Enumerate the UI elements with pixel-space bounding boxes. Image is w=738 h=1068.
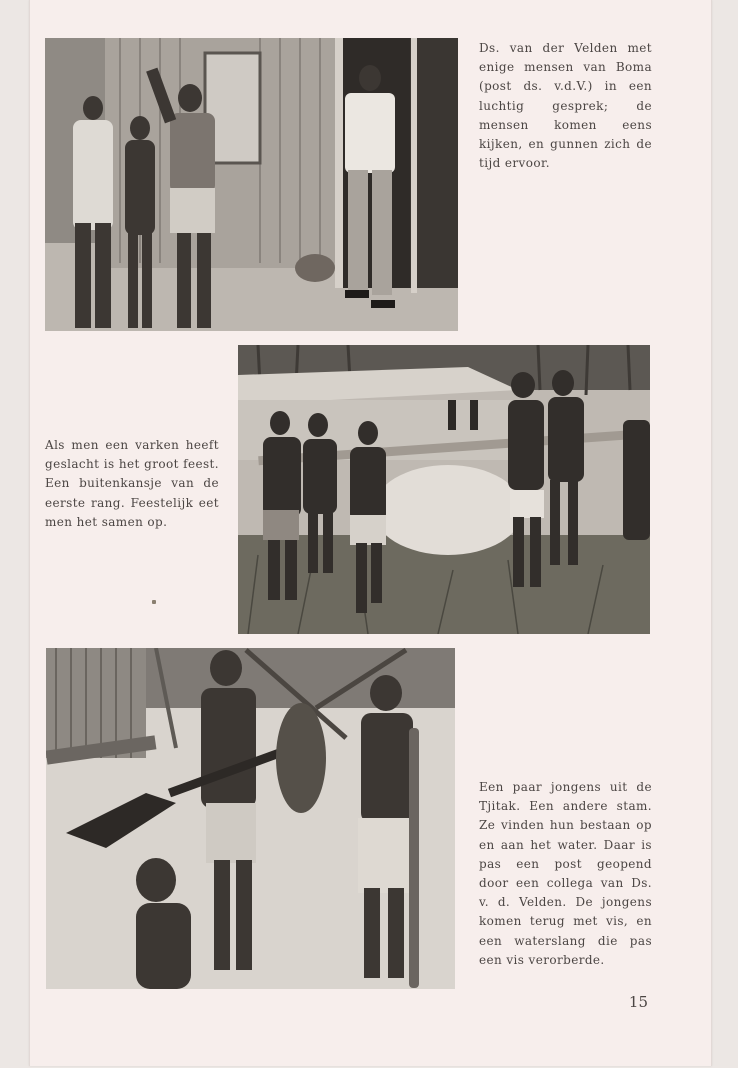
photo-top (45, 38, 458, 331)
photo-bottom-image (46, 648, 455, 989)
caption-top: Ds. van der Velden met enige mensen van Boma (post ds. v.d.V.) in een luchtig gesprek; de mensen komen eens kijken, en gunnen zich de tijd ervoor. (479, 41, 652, 171)
photo-top-image (45, 38, 458, 331)
photo-middle-image (238, 345, 650, 634)
caption-bottom: Een paar jongens uit de Tjitak. Een andere stam. Ze vinden hun bestaan op en aan het water. Daar is pas een post geopend door een collega van Ds. v. d. Velden. De jongens komen terug met vis, en een waterslang die pas een vis verorberde. (479, 780, 652, 967)
book-page (29, 0, 712, 1066)
page-number: 15 (628, 993, 648, 1011)
photo-middle (238, 345, 650, 634)
caption-middle: Als men een varken heeft geslacht is het groot feest. Een buitenkansje van de eerste rang. Feestelijk eet men het samen op. (45, 438, 219, 529)
print-speck (152, 600, 156, 604)
photo-bottom (46, 648, 455, 989)
